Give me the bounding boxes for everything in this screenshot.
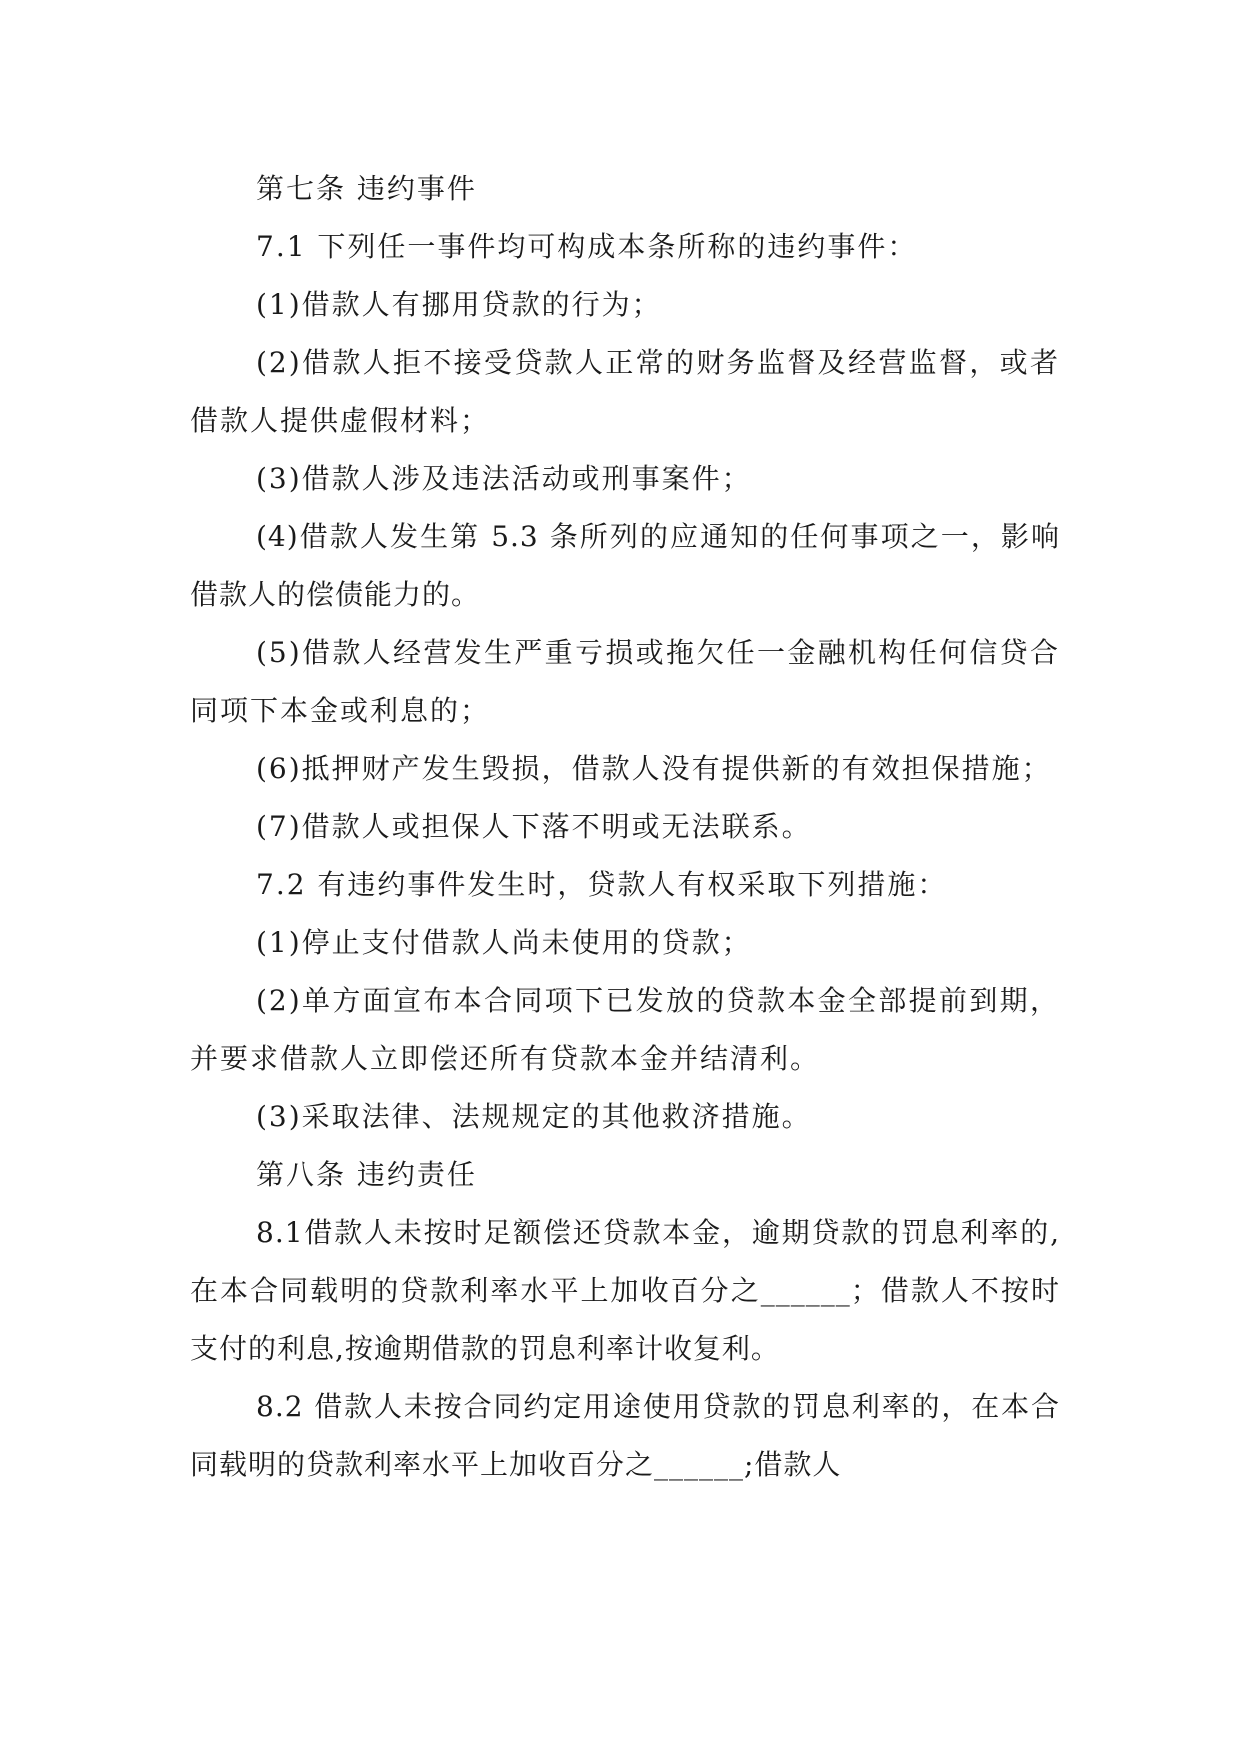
clause-7-1-item-5: (5)借款人经营发生严重亏损或拖欠任一金融机构任何信贷合同项下本金或利息的； xyxy=(190,636,1060,727)
clause-7-2: 7.2 有违约事件发生时，贷款人有权采取下列措施： xyxy=(256,868,948,901)
clause-7-1-item-3: (3)借款人涉及违法活动或刑事案件； xyxy=(256,462,752,495)
clause-7-2-item-1: (1)停止支付借款人尚未使用的贷款； xyxy=(256,926,752,959)
clause-8-1: 8.1借款人未按时足额偿还贷款本金，逾期贷款的罚息利率的,在本合同载明的贷款利率水平上加收百分之______；借款人不按时支付的利息,按逾期借款的罚息利率计收复利。 xyxy=(190,1216,1060,1365)
clause-7-1-item-4: (4)借款人发生第 5.3 条所列的应通知的任何事项之一，影响借款人的偿债能力的。 xyxy=(190,520,1060,611)
clause-8-2: 8.2 借款人未按合同约定用途使用贷款的罚息利率的，在本合同载明的贷款利率水平上加收百分之______;借款人 xyxy=(190,1390,1060,1481)
document-body xyxy=(190,160,1060,1494)
clause-7-2-item-3: (3)采取法律、法规规定的其他救济措施。 xyxy=(256,1100,812,1133)
clause-7-1: 7.1 下列任一事件均可构成本条所称的违约事件： xyxy=(256,230,918,263)
clause-7-1-item-1: (1)借款人有挪用贷款的行为； xyxy=(256,288,662,321)
article-7-heading: 第七条 违约事件 xyxy=(256,172,477,205)
clause-7-2-item-2: (2)单方面宣布本合同项下已发放的贷款本金全部提前到期，并要求借款人立即偿还所有贷款本金并结清利。 xyxy=(190,984,1060,1075)
clause-7-1-item-7: (7)借款人或担保人下落不明或无法联系。 xyxy=(256,810,812,843)
clause-7-1-item-2: (2)借款人拒不接受贷款人正常的财务监督及经营监督，或者借款人提供虚假材料； xyxy=(190,346,1060,437)
article-8-heading: 第八条 违约责任 xyxy=(256,1158,477,1191)
clause-7-1-item-6: (6)抵押财产发生毁损，借款人没有提供新的有效担保措施； xyxy=(256,752,1052,785)
